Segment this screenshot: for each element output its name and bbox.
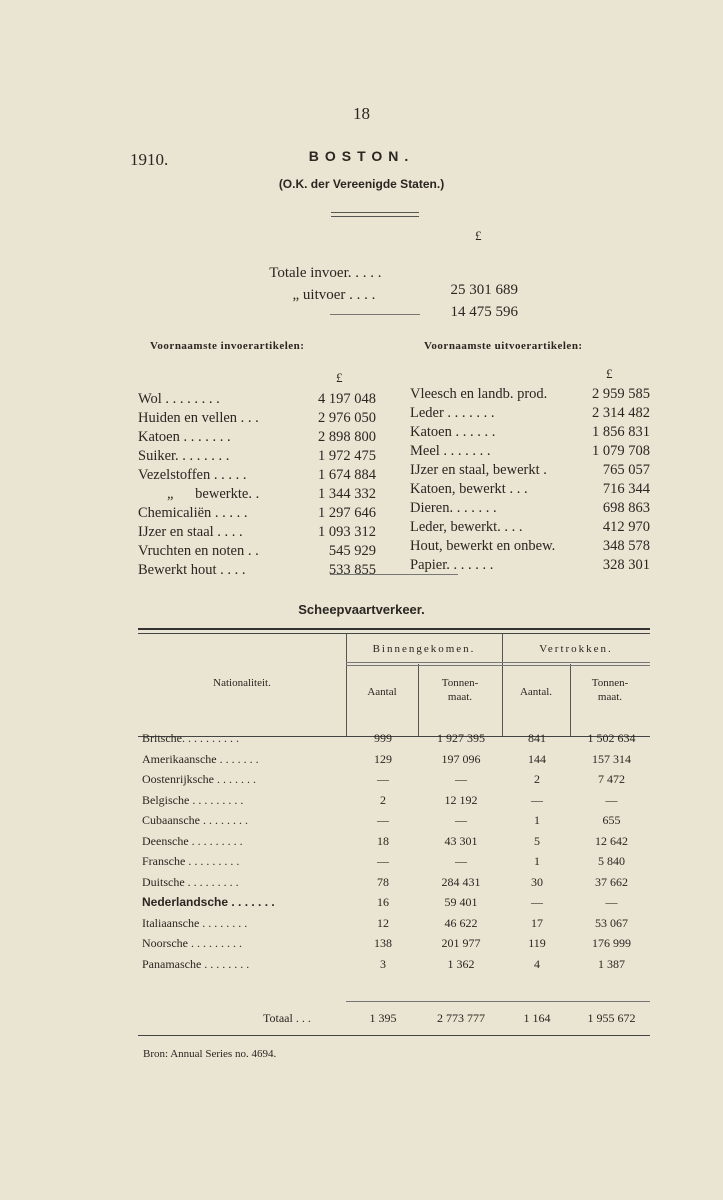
export-item-label: Leder, bewerkt. . . . (410, 519, 523, 535)
import-item-row (138, 447, 376, 466)
cell-nationality: Nederlandsche . . . . . . . (142, 895, 275, 909)
import-item-row (138, 542, 376, 561)
import-item-row (138, 523, 376, 542)
cell-count-in: — (377, 813, 389, 827)
table-row (138, 728, 650, 749)
cell-count-out: 30 (531, 874, 543, 889)
total-imports-value: 25 301 689 (450, 282, 518, 298)
import-item-row (138, 504, 376, 523)
export-item-value: 348 578 (602, 538, 650, 554)
table-row (138, 749, 650, 770)
import-item-label: Chemicaliën . . . . . (138, 505, 248, 521)
cell-tonnage-out: 1 502 634 (587, 731, 636, 745)
cell-count-out: 1 (534, 813, 540, 827)
import-item-label: Vruchten en noten . . (138, 543, 259, 559)
import-item-label: Katoen . . . . . . . (138, 429, 231, 445)
import-item-row (138, 390, 376, 409)
cell-tonnage-in: — (455, 854, 467, 868)
cell-count-out: 5 (534, 833, 540, 848)
col-arrived: Binnengekomen. (372, 643, 476, 655)
cell-count-in: 12 (377, 915, 389, 930)
table-total-row (138, 1008, 650, 1029)
cell-nationality: Amerikaansche . . . . . . . (142, 751, 259, 766)
cell-tonnage-in: 46 622 (444, 915, 478, 930)
imports-list (138, 390, 376, 580)
import-item-label: „ bewerkte. . (138, 486, 260, 502)
shipping-title: Scheepvaartverkeer. (298, 602, 425, 617)
import-item-value: 545 929 (328, 543, 376, 559)
col-tonnage-out: Tonnen- maat. (591, 677, 629, 703)
cell-tonnage-in: — (455, 813, 467, 827)
source-note: Bron: Annual Series no. 4694. (143, 1048, 277, 1060)
total-count-in: 1 395 (369, 1011, 397, 1025)
exports-heading: Voornaamste uitvoerartikelen: (424, 340, 583, 352)
table-row (138, 769, 650, 790)
import-item-value: 2 976 050 (318, 410, 376, 426)
col-nationality: Nationaliteit. (213, 677, 271, 689)
cell-count-in: 18 (377, 833, 389, 848)
import-item-row (138, 466, 376, 485)
table-row (138, 790, 650, 811)
cell-tonnage-out: 157 314 (592, 751, 631, 766)
table-top-rule (138, 628, 650, 630)
cell-count-out: — (531, 895, 543, 909)
cell-tonnage-in: 12 192 (444, 792, 478, 807)
year: 1910. (130, 150, 169, 169)
export-item-value: 412 970 (602, 519, 650, 535)
cell-tonnage-in: 197 096 (441, 751, 481, 766)
cell-tonnage-out: 5 840 (598, 854, 625, 868)
import-item-label: Huiden en vellen . . . (138, 410, 259, 426)
table-sub-rule-2 (346, 665, 650, 666)
imports-currency: £ (336, 370, 343, 385)
cell-count-out: 119 (528, 936, 546, 950)
total-count-out: 1 164 (523, 1011, 551, 1025)
import-item-value: 1 093 312 (318, 524, 376, 540)
import-item-value: 2 898 800 (318, 429, 376, 445)
col-count-in: Aantal (367, 686, 397, 698)
cell-tonnage-in: 59 401 (444, 895, 478, 909)
cell-tonnage-out: 37 662 (595, 874, 628, 889)
import-item-label: Vezelstoffen . . . . . (138, 467, 247, 483)
import-item-value: 533 855 (328, 562, 376, 578)
export-item-row (410, 537, 650, 556)
total-label: Totaal . . . (263, 1011, 311, 1025)
page-number: 18 (353, 104, 370, 123)
export-item-row (410, 499, 650, 518)
import-item-label: Bewerkt hout . . . . (138, 562, 246, 578)
export-item-label: IJzer en staal, bewerkt . (410, 462, 547, 478)
cell-nationality: Britsche. . . . . . . . . . (142, 731, 239, 745)
import-item-row (138, 409, 376, 428)
export-item-value: 1 856 831 (592, 424, 650, 440)
cell-count-in: — (377, 772, 389, 786)
table-top-rule-thin (138, 633, 650, 634)
cell-count-out: 841 (528, 731, 546, 745)
page-title: BOSTON. (308, 148, 415, 164)
cell-tonnage-out: 53 067 (595, 915, 628, 930)
cell-nationality: Cubaansche . . . . . . . . (142, 813, 248, 827)
cell-count-out: 17 (531, 915, 543, 930)
cell-nationality: Italiaansche . . . . . . . . (142, 915, 248, 930)
col-departed: Vertrokken. (539, 643, 613, 655)
export-item-label: Katoen . . . . . . (410, 424, 496, 440)
col-count-out: Aantal. (519, 686, 553, 698)
exports-list (410, 385, 650, 575)
section-divider (330, 574, 458, 575)
cell-count-out: 144 (528, 751, 546, 766)
table-sub-rule-1 (346, 662, 650, 663)
import-item-row (138, 485, 376, 504)
cell-nationality: Oostenrijksche . . . . . . . (142, 772, 256, 786)
cell-count-out: 4 (534, 956, 540, 971)
export-item-label: Hout, bewerkt en onbew. (410, 538, 556, 554)
cell-tonnage-out: — (605, 895, 618, 909)
table-row (138, 810, 650, 831)
table-row (138, 831, 650, 852)
cell-tonnage-out: 176 999 (592, 936, 631, 950)
totals-currency: £ (475, 228, 482, 243)
cell-count-in: 3 (380, 956, 386, 971)
cell-count-in: 129 (374, 751, 392, 766)
cell-tonnage-out: 7 472 (598, 772, 625, 786)
export-item-label: Papier. . . . . . . (410, 557, 494, 573)
cell-tonnage-in: 284 431 (441, 874, 481, 889)
cell-count-in: — (377, 854, 389, 868)
table-row (138, 851, 650, 872)
export-item-row (410, 518, 650, 537)
total-tonnage-out: 1 955 672 (587, 1011, 636, 1025)
export-item-value: 328 301 (602, 557, 650, 573)
total-rule (346, 1001, 650, 1002)
export-item-value: 1 079 708 (592, 443, 650, 459)
export-item-value: 716 344 (602, 481, 650, 497)
cell-nationality: Fransche . . . . . . . . . (142, 854, 240, 868)
table-row (138, 954, 650, 975)
total-exports-label: „ uitvoer . . . . (292, 287, 376, 303)
export-item-row (410, 404, 650, 423)
export-item-row (410, 556, 650, 575)
cell-count-out: 1 (534, 854, 540, 868)
title-divider (331, 212, 419, 217)
table-bottom-rule (138, 1035, 650, 1036)
imports-heading: Voornaamste invoerartikelen: (150, 340, 305, 352)
cell-nationality: Duitsche . . . . . . . . . (142, 874, 239, 889)
cell-count-in: 78 (377, 874, 389, 889)
import-item-value: 1 674 884 (318, 467, 376, 483)
totals-divider (330, 314, 420, 315)
export-item-row (410, 423, 650, 442)
cell-tonnage-out: 12 642 (595, 833, 628, 848)
export-item-row (410, 385, 650, 404)
col-tonnage-in: Tonnen- maat. (441, 677, 479, 703)
export-item-row (410, 480, 650, 499)
import-item-value: 4 197 048 (318, 391, 376, 407)
total-imports-label: Totale invoer. . . . . (269, 265, 382, 281)
export-item-label: Meel . . . . . . . (410, 443, 491, 459)
export-item-row (410, 442, 650, 461)
cell-tonnage-out: — (605, 792, 618, 807)
cell-tonnage-in: — (455, 772, 467, 786)
table-row (138, 913, 650, 934)
total-exports-value: 14 475 596 (450, 304, 518, 320)
cell-count-in: 138 (374, 936, 392, 950)
cell-nationality: Belgische . . . . . . . . . (142, 792, 244, 807)
export-item-label: Dieren. . . . . . . (410, 500, 497, 516)
cell-tonnage-in: 1 362 (447, 956, 475, 971)
cell-count-in: 2 (380, 792, 386, 807)
cell-nationality: Panamasche . . . . . . . . (142, 956, 250, 971)
table-row (138, 933, 650, 954)
cell-count-out: 2 (534, 772, 540, 786)
cell-count-out: — (531, 792, 543, 807)
export-item-row (410, 461, 650, 480)
export-item-value: 698 863 (602, 500, 650, 516)
cell-nationality: Deensche . . . . . . . . . (142, 833, 243, 848)
export-item-label: Katoen, bewerkt . . . (410, 481, 528, 497)
export-item-label: Vleesch en landb. prod. (410, 386, 548, 402)
cell-tonnage-in: 43 301 (444, 833, 478, 848)
cell-tonnage-in: 201 977 (441, 936, 481, 950)
cell-nationality: Noorsche . . . . . . . . . (142, 936, 242, 950)
cell-tonnage-out: 655 (602, 813, 621, 827)
import-item-row (138, 561, 376, 580)
import-item-label: IJzer en staal . . . . (138, 524, 243, 540)
cell-tonnage-in: 1 927 395 (437, 731, 485, 745)
import-item-value: 1 972 475 (318, 448, 376, 464)
export-item-value: 2 959 585 (592, 386, 650, 402)
import-item-row (138, 428, 376, 447)
cell-count-in: 999 (374, 731, 392, 745)
export-item-label: Leder . . . . . . . (410, 405, 495, 421)
import-item-value: 1 344 332 (318, 486, 376, 502)
table-row (138, 872, 650, 893)
page-subtitle: (O.K. der Vereenigde Staten.) (278, 177, 445, 191)
import-item-value: 1 297 646 (318, 505, 376, 521)
total-tonnage-in: 2 773 777 (437, 1011, 485, 1025)
table-row (138, 892, 650, 913)
import-item-label: Suiker. . . . . . . . (138, 448, 230, 464)
export-item-value: 765 057 (602, 462, 650, 478)
cell-tonnage-out: 1 387 (598, 956, 625, 971)
import-item-label: Wol . . . . . . . . (138, 391, 220, 407)
export-item-value: 2 314 482 (592, 405, 650, 421)
cell-count-in: 16 (377, 895, 389, 909)
exports-currency: £ (606, 366, 613, 381)
